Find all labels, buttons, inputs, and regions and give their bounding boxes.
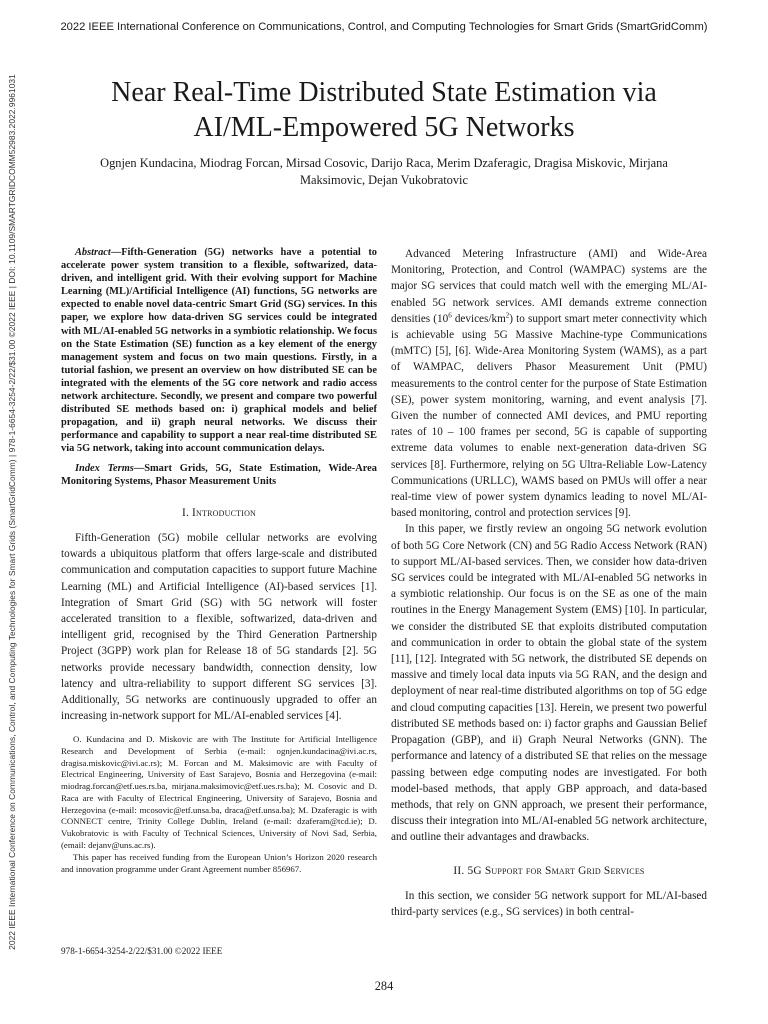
side-identifier-strip	[0, 0, 24, 1024]
abstract	[61, 246, 377, 456]
paper-overview-paragraph: In this paper, we firstly review an ongoing 5G network evolution of both 5G Core Network (CN) and 5G Radio Access Network (RAN) to support ML/AI-based services. Then, we consider how data-driven SG services could be integrated with ML/AI-enabled 5G networks in a symbiotic relationship. Our focus is on the SE as one of the main routines in the Energy Management System (EMS) [10]. In particular, we consider the distributed SE that exploits distributed computation and communication in order to obtain the global state of the system [11], [12]. Integrated with 5G network, the distributed SE depends on massive and timely local data inputs via 5G RAN, and the design and deployment of near real-time distributed algorithms on top of 5G edge and cloud computing capacities [13]. Herein, we present two powerful distributed SE methods based on: i) factor graphs and Gaussian Belief Propagation (GBP), and ii) Graph Neural Networks (GNN). The performance and latency of a distributed SE that relies on the message passing between edge computing nodes are investigated. For both model-based methods, that apply GBP approach, and data-based methods, that rely on GNN approach, we present their performance, discuss their integration into ML/AI-enabled 5G network architecture, and outline their advantages and drawbacks.	[391, 523, 707, 844]
index-terms-text: —Smart Grids, 5G, State Estimation, Wide-Area Monitoring Systems, Phasor Measurement Units	[61, 462, 377, 487]
author-list	[50, 155, 718, 189]
abstract-label: Abstract	[75, 247, 111, 258]
superscript-exponent: 2	[505, 311, 510, 320]
conference-header: 2022 IEEE International Conference on Communications, Control, and Computing Technologies for Smart Grids (SmartGridComm)	[60, 21, 708, 33]
title-line-1: Near Real-Time Distributed State Estimation via	[111, 77, 657, 108]
para-text-part: devices/km	[451, 312, 506, 325]
index-terms-label: Index Terms	[75, 462, 134, 474]
doi-sidebar-text: 2022 IEEE International Conference on Communications, Control, and Computing Technologies for Smart Grids (SmartGridComm) | 978-1-6654-3254-2/22/$31.00 ©2022 IEEE | DOI: 10.1109/SMARTGRIDCOMM52983.2022.9961031	[7, 74, 17, 950]
abstract-text: —Fifth-Generation (5G) networks have a potential to accelerate power system transition to a flexible, softwarized, data-driven, and intelligent grid. With their evolving support for Machine Learning (ML)/Artificial Intelligence (AI) functions, 5G networks are expected to enable novel data-centric Smart Grid (SG) services. In this paper, we explore how data-driven SG services could be integrated with ML/AI-enabled 5G networks in a symbiotic relationship. We focus on the State Estimation (SE) function as a key element of the energy management system and focus on two main questions. Firstly, in a tutorial fashion, we present an overview on how distributed SE can be integrated with the elements of the 5G core network and radio access network architecture. Secondly, we present and compare two powerful distributed SE methods based on: i) graphical models and belief propagation, and ii) graph neural networks. We discuss their performance and capability to support a near real-time distributed SE via 5G network, taking into account communication delays.	[61, 247, 377, 455]
section2-paragraph: In this section, we consider 5G network support for ML/AI-based third-party services (e.g., SG services) in both central-	[391, 889, 707, 918]
copyright-notice: 978-1-6654-3254-2/22/$31.00 ©2022 IEEE	[61, 946, 223, 956]
para-text-part: Advanced Metering Infrastructure (AMI) and Wide-Area Monitoring, Protection, and Control (WAMPAC) systems are the major SG services that could match well with the emerging ML/AI-enabled 5G network services. AMI demands extreme connection densities (10	[391, 248, 707, 325]
authors-line-1: Ognjen Kundacina, Miodrag Forcan, Mirsad Cosovic, Darijo Raca, Merim Dzaferagic, Dragisa Miskovic, Mirjana	[100, 156, 668, 170]
page-number: 284	[374, 979, 394, 993]
left-column	[61, 246, 377, 876]
paper-title	[40, 75, 728, 145]
ami-wampac-paragraph	[391, 246, 707, 521]
right-column	[391, 246, 707, 920]
superscript-exponent: 6	[448, 311, 452, 320]
funding-footnote: This paper has received funding from the European Union’s Horizon 2020 research and innovation programme under Grant Agreement number 856967.	[61, 852, 377, 875]
section-heading-5g-support: II. 5G Support for Smart Grid Services	[453, 864, 645, 877]
index-terms	[61, 462, 377, 488]
author-affiliation-footnote: O. Kundacina and D. Miskovic are with The Institute for Artificial Intelligence Research and Development of Serbia (e-mail: ognjen.kundacina@ivi.ac.rs, dragisa.miskovic@ivi.ac.rs); M. Forcan and M. Maksimovic are with Faculty of Electrical Engineering, University of East Sarajevo, Bosnia and Herzegovina (e-mail: miodrag.forcan@etf.ues.rs.ba, mirjana.maksimovic@etf.ues.rs.ba); M. Cosovic and D. Raca are with Faculty of Electrical Engineering, University of Sarajevo, Bosnia and Herzegovina (e-mail: mcosovic@etf.unsa.ba, draca@etf.unsa.ba); M. Dzaferagic is with CONNECT centre, Trinity College Dublin, Ireland (e-mail: dzaferam@tcd.ie); D. Vukobratovic is with Faculty of Technical Sciences, University of Novi Sad, Serbia, (email: dejanv@uns.ac.rs).	[61, 734, 377, 850]
intro-paragraph: Fifth-Generation (5G) mobile cellular networks are evolving towards a ubiquitous platform that offers large-scale and distributed communication and computation capacities to support future Machine Learning (ML) and Artificial Intelligence (AI)-based services [1]. Integration of Smart Grid (SG) with 5G network will foster accelerated transition to a flexible, softwarized, data-driven and intelligent grid, recognised by the Third Generation Partnership Project (3GPP) work plan for Release 18 of 5G standards [2]. 5G networks provide necessary bandwidth, connection density, low latency and ultra-reliability to support different SG services [3]. Additionally, 5G networks are continuously upgraded to offer an increasing in-network support for ML/AI-enabled services [4].	[61, 531, 377, 723]
para-text-part: ) to support smart meter connectivity which is achievable using 5G Massive Machine-type Communications (mMTC) [5], [6]. Wide-Area Monitoring System (WAMS), as a part of WAMPAC, delivers Phasor Measurement Unit (PMU) measurements to the control center for the purpose of State Estimation (SE), power system monitoring, warning, and event analysis [7]. Given the number of connected AMI devices, and PMU reporting rates of 10 – 100 frames per second, 5G is capable of supporting extreme data volumes to enable next-generation data-driven SG services [8]. Furthermore, relying on 5G Ultra-Reliable Low-Latency Communications (URLLC), WAMS based on PMUs will offer a near real-time view of power system dynamics leading to novel ML/AI-based monitoring, control and protection services [9].	[391, 312, 707, 520]
section-heading-introduction: I. Introduction	[181, 506, 257, 519]
title-line-2: AI/ML-Empowered 5G Networks	[193, 112, 575, 143]
authors-line-2: Maksimovic, Dejan Vukobratovic	[300, 173, 468, 187]
